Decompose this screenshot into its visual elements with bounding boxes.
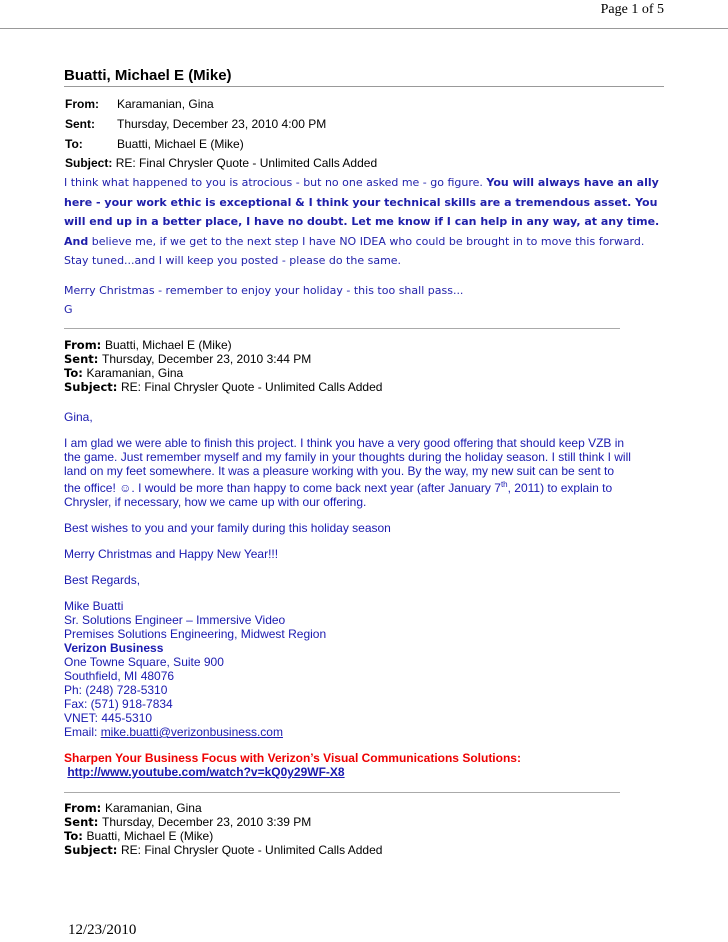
signature-phone: Ph: (248) 728-5310 [64,683,168,697]
signature-address-1: One Towne Square, Suite 900 [64,655,224,669]
email-label: Email: [64,725,101,739]
signature-fax: Fax: (571) 918-7834 [64,697,173,711]
reply-text-1b: You will always have an ally here - your work ethic is exceptional & I think your technical skills are a tremendous asset. You will end up in a better place, I have no doubt. Let me know if I can help in any way, at any time. And [64,176,660,248]
sent-value: Thursday, December 23, 2010 4:00 PM [117,117,327,131]
body-paragraph-1a: I am glad we were able to finish this project. I think you have a very good offering that should keep VZB in the game. Just remember myself and my family in your thoughts during the holiday season. I still think I will land on my feet somewhere. It was a pleasure working with you. By the way, my new suit can be sent to the office! ☺. I would be more than happy to come back next year (after January 7 [64,436,631,495]
msg3-to-label: To: [64,829,83,843]
msg2-to-label: To: [64,366,83,380]
sent-label: Sent: [65,117,95,131]
message-header-3 [64,801,382,857]
signature-company: Verizon Business [64,641,164,655]
msg3-subject-label: Subject: [64,843,118,857]
subject-value: RE: Final Chrysler Quote - Unlimited Calls Added [115,156,378,170]
subject-label: Subject: [65,156,113,170]
msg2-from: Buatti, Michael E (Mike) [104,338,232,352]
message-body-2 [64,410,634,779]
signature-vnet: VNET: 445-5310 [64,711,153,725]
body-paragraph-4: Best Regards, [64,573,141,587]
signature-name: Mike Buatti [64,599,124,613]
page-number: Page 1 of 5 [600,2,664,17]
email-link[interactable]: mike.buatti@verizonbusiness.com [100,725,283,739]
msg2-from-label: From: [64,338,102,352]
reply-signoff: G [64,303,73,316]
body-paragraph-2: Best wishes to you and your family during this holiday season [64,521,391,535]
msg2-subject-label: Subject: [64,380,118,394]
header-subject [65,156,377,170]
mail-owner-title: Buatti, Michael E (Mike) [64,67,232,84]
msg3-from-label: From: [64,801,102,815]
msg3-sent: Thursday, December 23, 2010 3:39 PM [102,815,312,829]
msg3-to: Buatti, Michael E (Mike) [86,829,214,843]
header-from [65,97,214,111]
promo-link[interactable]: http://www.youtube.com/watch?v=kQ0y29WF-X8 [67,765,345,779]
to-value: Buatti, Michael E (Mike) [117,137,244,151]
greeting: Gina, [64,410,93,424]
ordinal-suffix: th [500,480,508,489]
reply-paragraph-2: Merry Christmas - remember to enjoy your holiday - this too shall pass... [64,283,464,297]
top-divider [0,28,728,29]
message-header-2 [64,338,382,394]
body-paragraph-1 [64,436,634,509]
footer-date: 12/23/2010 [68,922,137,938]
msg2-sent-label: Sent: [64,352,99,366]
msg3-from: Karamanian, Gina [104,801,202,815]
msg3-sent-label: Sent: [64,815,99,829]
msg2-to: Karamanian, Gina [86,366,184,380]
message-separator-2 [64,792,620,793]
to-label: To: [65,137,83,151]
reply-text-1c: believe me, if we get to the next step I have NO IDEA who could be brought in to move this forward. Stay tuned...and I will keep you posted - please do the same. [64,234,645,267]
signature-dept: Premises Solutions Engineering, Midwest Region [64,627,327,641]
msg2-sent: Thursday, December 23, 2010 3:44 PM [102,352,312,366]
body-paragraph-1b: , 2011) to explain to Chrysler, if necessary, how we came up with our offering. [64,481,613,509]
from-value: Karamanian, Gina [117,97,214,111]
body-paragraph-3: Merry Christmas and Happy New Year!!! [64,547,279,561]
signature-email [64,725,634,739]
msg2-subject: RE: Final Chrysler Quote - Unlimited Calls Added [121,380,383,394]
msg3-subject: RE: Final Chrysler Quote - Unlimited Calls Added [121,843,383,857]
title-divider [64,86,664,87]
signature-title: Sr. Solutions Engineer – Immersive Video [64,613,286,627]
header-to [65,137,244,151]
promo-text: Sharpen Your Business Focus with Verizon’s Visual Communications Solutions: [64,751,521,765]
reply-text-1a: I think what happened to you is atrocious - but no one asked me - go figure. [64,176,483,189]
reply-body [64,173,664,320]
header-sent [65,117,326,131]
from-label: From: [65,97,99,111]
message-separator-1 [64,328,620,329]
reply-paragraph-1 [64,173,664,271]
signature-address-2: Southfield, MI 48076 [64,669,175,683]
